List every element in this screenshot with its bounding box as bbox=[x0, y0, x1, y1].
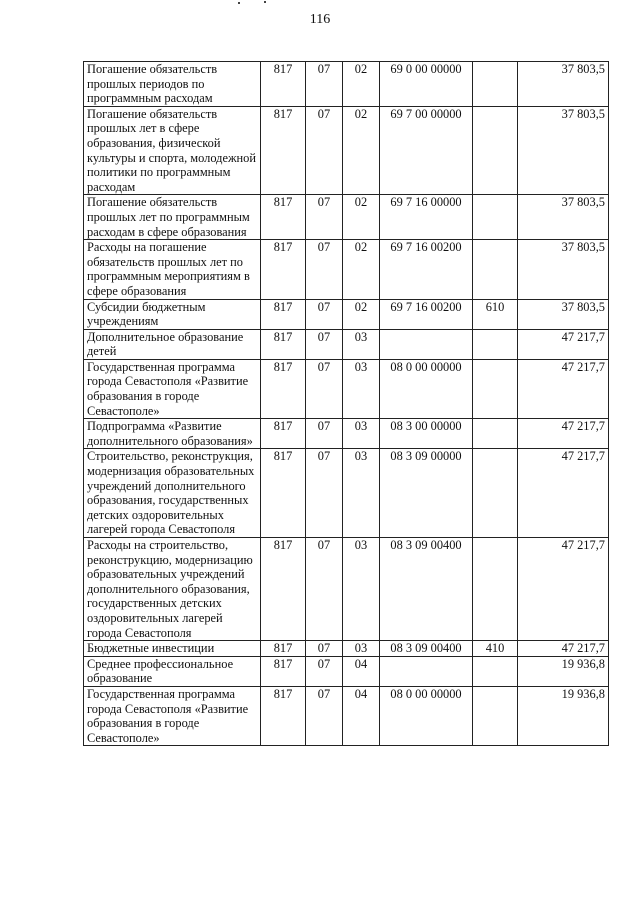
item-name-cell: Среднее профессиональное образование bbox=[84, 656, 261, 686]
ministry-code-cell: 817 bbox=[261, 299, 306, 329]
target-article-cell: 69 7 16 00200 bbox=[380, 299, 473, 329]
item-name-cell: Дополнительное образование детей bbox=[84, 329, 261, 359]
item-name-cell: Строительство, реконструкция, модернизация образовательных учреждений дополнительного образования, государственных детских оздоровительных лагерей города Севастополя bbox=[84, 449, 261, 538]
subsection-code-cell: 03 bbox=[343, 359, 380, 418]
amount-cell: 19 936,8 bbox=[518, 656, 609, 686]
subsection-code-cell: 03 bbox=[343, 449, 380, 538]
table-row bbox=[84, 240, 609, 299]
item-name-cell: Подпрограмма «Развитие дополнительного образования» bbox=[84, 419, 261, 449]
amount-cell: 47 217,7 bbox=[518, 641, 609, 657]
budget-table bbox=[83, 61, 609, 746]
page-number: 116 bbox=[309, 12, 331, 27]
subsection-code-cell: 03 bbox=[343, 419, 380, 449]
subsection-code-cell: 03 bbox=[343, 329, 380, 359]
expense-type-cell bbox=[473, 106, 518, 195]
ministry-code-cell: 817 bbox=[261, 538, 306, 641]
ministry-code-cell: 817 bbox=[261, 359, 306, 418]
subsection-code-cell: 04 bbox=[343, 656, 380, 686]
target-article-cell: 08 0 00 00000 bbox=[380, 686, 473, 745]
amount-cell: 37 803,5 bbox=[518, 106, 609, 195]
section-code-cell: 07 bbox=[306, 641, 343, 657]
section-code-cell: 07 bbox=[306, 449, 343, 538]
table-row bbox=[84, 329, 609, 359]
table-row bbox=[84, 62, 609, 107]
amount-cell: 47 217,7 bbox=[518, 329, 609, 359]
table-row bbox=[84, 686, 609, 745]
scan-specks bbox=[236, 0, 276, 6]
section-code-cell: 07 bbox=[306, 240, 343, 299]
budget-table-body bbox=[84, 62, 609, 746]
target-article-cell: 69 7 00 00000 bbox=[380, 106, 473, 195]
item-name-cell: Государственная программа города Севастополя «Развитие образования в городе Севастополе» bbox=[84, 359, 261, 418]
target-article-cell: 69 7 16 00000 bbox=[380, 195, 473, 240]
ministry-code-cell: 817 bbox=[261, 106, 306, 195]
section-code-cell: 07 bbox=[306, 686, 343, 745]
ministry-code-cell: 817 bbox=[261, 62, 306, 107]
subsection-code-cell: 02 bbox=[343, 240, 380, 299]
subsection-code-cell: 04 bbox=[343, 686, 380, 745]
ministry-code-cell: 817 bbox=[261, 656, 306, 686]
amount-cell: 37 803,5 bbox=[518, 299, 609, 329]
section-code-cell: 07 bbox=[306, 656, 343, 686]
ministry-code-cell: 817 bbox=[261, 641, 306, 657]
target-article-cell: 08 0 00 00000 bbox=[380, 359, 473, 418]
section-code-cell: 07 bbox=[306, 329, 343, 359]
expense-type-cell bbox=[473, 195, 518, 240]
target-article-cell: 69 7 16 00200 bbox=[380, 240, 473, 299]
table-row bbox=[84, 641, 609, 657]
expense-type-cell bbox=[473, 62, 518, 107]
section-code-cell: 07 bbox=[306, 538, 343, 641]
section-code-cell: 07 bbox=[306, 359, 343, 418]
table-row bbox=[84, 538, 609, 641]
target-article-cell: 08 3 09 00400 bbox=[380, 641, 473, 657]
target-article-cell: 08 3 09 00400 bbox=[380, 538, 473, 641]
amount-cell: 37 803,5 bbox=[518, 240, 609, 299]
ministry-code-cell: 817 bbox=[261, 240, 306, 299]
target-article-cell: 08 3 09 00000 bbox=[380, 449, 473, 538]
amount-cell: 37 803,5 bbox=[518, 62, 609, 107]
subsection-code-cell: 03 bbox=[343, 641, 380, 657]
expense-type-cell: 410 bbox=[473, 641, 518, 657]
expense-type-cell bbox=[473, 329, 518, 359]
expense-type-cell bbox=[473, 359, 518, 418]
section-code-cell: 07 bbox=[306, 299, 343, 329]
amount-cell: 37 803,5 bbox=[518, 195, 609, 240]
expense-type-cell bbox=[473, 419, 518, 449]
amount-cell: 47 217,7 bbox=[518, 359, 609, 418]
expense-type-cell bbox=[473, 240, 518, 299]
item-name-cell: Погашение обязательств прошлых лет по программным расходам в сфере образования bbox=[84, 195, 261, 240]
expense-type-cell bbox=[473, 656, 518, 686]
amount-cell: 47 217,7 bbox=[518, 449, 609, 538]
subsection-code-cell: 02 bbox=[343, 106, 380, 195]
item-name-cell: Погашение обязательств прошлых периодов по программным расходам bbox=[84, 62, 261, 107]
target-article-cell bbox=[380, 656, 473, 686]
item-name-cell: Государственная программа города Севастополя «Развитие образования в городе Севастополе» bbox=[84, 686, 261, 745]
table-row bbox=[84, 449, 609, 538]
target-article-cell: 69 0 00 00000 bbox=[380, 62, 473, 107]
amount-cell: 47 217,7 bbox=[518, 538, 609, 641]
item-name-cell: Расходы на погашение обязательств прошлых лет по программным мероприятиям в сфере образования bbox=[84, 240, 261, 299]
amount-cell: 19 936,8 bbox=[518, 686, 609, 745]
section-code-cell: 07 bbox=[306, 195, 343, 240]
item-name-cell: Погашение обязательств прошлых лет в сфере образования, физической культуры и спорта, молодежной политики по программным расходам bbox=[84, 106, 261, 195]
target-article-cell bbox=[380, 329, 473, 359]
item-name-cell: Бюджетные инвестиции bbox=[84, 641, 261, 657]
ministry-code-cell: 817 bbox=[261, 419, 306, 449]
section-code-cell: 07 bbox=[306, 106, 343, 195]
ministry-code-cell: 817 bbox=[261, 449, 306, 538]
subsection-code-cell: 02 bbox=[343, 195, 380, 240]
subsection-code-cell: 02 bbox=[343, 299, 380, 329]
ministry-code-cell: 817 bbox=[261, 329, 306, 359]
table-row bbox=[84, 656, 609, 686]
expense-type-cell bbox=[473, 449, 518, 538]
item-name-cell: Расходы на строительство, реконструкцию, модернизацию образовательных учреждений дополнительного образования, государственных детских оздоровительных лагерей города Севастополя bbox=[84, 538, 261, 641]
expense-type-cell: 610 bbox=[473, 299, 518, 329]
target-article-cell: 08 3 00 00000 bbox=[380, 419, 473, 449]
item-name-cell: Субсидии бюджетным учреждениям bbox=[84, 299, 261, 329]
table-row bbox=[84, 195, 609, 240]
expense-type-cell bbox=[473, 686, 518, 745]
amount-cell: 47 217,7 bbox=[518, 419, 609, 449]
ministry-code-cell: 817 bbox=[261, 686, 306, 745]
ministry-code-cell: 817 bbox=[261, 195, 306, 240]
section-code-cell: 07 bbox=[306, 419, 343, 449]
section-code-cell: 07 bbox=[306, 62, 343, 107]
subsection-code-cell: 02 bbox=[343, 62, 380, 107]
expense-type-cell bbox=[473, 538, 518, 641]
subsection-code-cell: 03 bbox=[343, 538, 380, 641]
table-row bbox=[84, 419, 609, 449]
table-row bbox=[84, 299, 609, 329]
table-row bbox=[84, 106, 609, 195]
table-row bbox=[84, 359, 609, 418]
